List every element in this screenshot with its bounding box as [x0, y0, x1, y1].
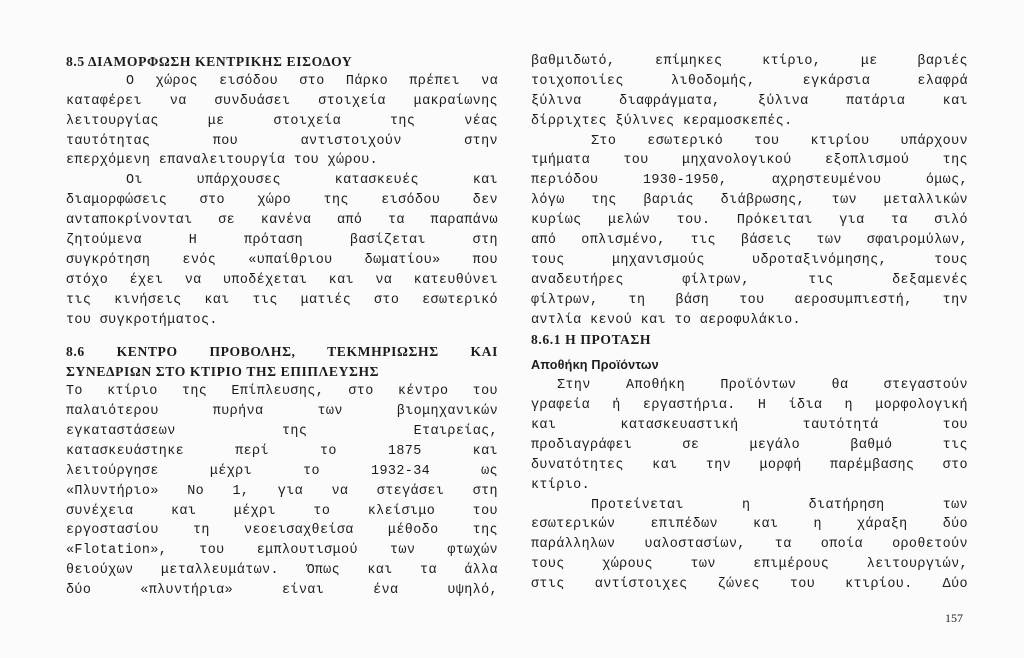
text-line: λειτούργησε μέχρι το 1932-34 ως [66, 463, 498, 479]
text-line: προδιαγράφει σε μεγάλο βαθμό τις [531, 437, 968, 453]
section-8-6-1-heading: 8.6.1 Η ΠΡΟΤΑΣΗ [531, 332, 652, 348]
text-line: περιόδου 1930-1950, αχρηστευμένου όμως, [531, 173, 968, 189]
text-line: τμήματα του μηχανολογικού εξοπλισμού της [531, 153, 968, 169]
text-line: τους μηχανισμούς υδροταξινόμησης, τους [531, 252, 968, 268]
text-line: «Flotation», του εμπλουτισμού των φτωχών [66, 543, 498, 559]
text-line: τις κινήσεις και τις ματιές στο εσωτερικό [66, 292, 498, 308]
text-line: κυρίως μελών του. Πρόκειται για τα σιλό [531, 213, 968, 229]
text-line: στις αντίστοιχες ζώνες του κτιρίου. Δύο [531, 577, 968, 593]
text-line: και κατασκευαστική ταυτότητά του [531, 418, 968, 434]
section-gap [66, 330, 498, 342]
section-8-6-1-paragraph-1 [531, 376, 968, 495]
text-line: του συγκροτήματος. [66, 312, 218, 328]
text-line: από οπλισμένο, τις βάσεις των σφαιρομύλων, [531, 233, 968, 249]
text-line: φίλτρων, τη βάση του αεροσυμπιεστή, την [531, 292, 968, 308]
text-line: καταφέρει να συνδυάσει στοιχεία μακραίωνης [66, 93, 498, 109]
text-line: τους χώρους των επιμέρους λειτουργιών, [531, 557, 968, 573]
text-line: εργοστασίου τη νεοεισαχθείσα μέθοδο της [66, 523, 498, 539]
text-line: δυνατότητες και την μορφή παρέμβασης στο [531, 457, 968, 473]
text-line: παλαιότερου πυρήνα των βιομηχανικών [66, 404, 498, 420]
text-line: αναδευτήρες φίλτρων, τις δεξαμενές [531, 272, 968, 288]
text-line: επερχόμενη επαναλειτουργία του χώρου. [66, 153, 379, 169]
right-column [531, 52, 968, 595]
text-line: Στην Αποθήκη Προϊόντων θα στεγαστούν [557, 378, 968, 394]
text-line: ταυτότητας που αντιστοιχούν στην [66, 133, 498, 149]
text-line: Οι υπάρχουσες κατασκευές και [126, 173, 498, 189]
text-line: ξύλινα διαφράγματα, ξύλινα πατάρια και [531, 93, 968, 109]
page-number: 157 [945, 611, 963, 625]
section-8-6-heading-line-2: ΣΥΝΕΔΡΙΩΝ ΣΤΟ ΚΤΙΡΙΟ ΤΗΣ ΕΠΙΠΛΕΥΣΗΣ [66, 364, 380, 380]
right-paragraph-1 [531, 52, 968, 132]
text-line: Το κτίριο της Επίπλευσης, στο κέντρο του [66, 384, 498, 400]
text-line: κτίριο. [531, 477, 591, 493]
text-line: εγκαταστάσεων της Εταιρείας, [66, 424, 498, 440]
right-paragraph-2 [531, 132, 968, 331]
text-line: λόγω της βαριάς διάβρωσης, των μεταλλικών [531, 193, 968, 209]
section-8-5-paragraph-1 [66, 72, 498, 171]
subheading-product-warehouse: Αποθήκη Προϊόντων [531, 358, 659, 373]
text-line: δύο «πλυντήρια» είναι ένα υψηλό, [66, 583, 498, 599]
text-line: στόχο έχει να υποδέχεται και να κατευθύνει [66, 272, 498, 288]
text-line: συγκρότηση ενός «υπαίθριου δωματίου» που [66, 252, 498, 268]
section-8-6-paragraph [66, 382, 498, 601]
text-line: θειούχων μεταλλευμάτων. Όπως και τα άλλα [66, 563, 498, 579]
section-8-5-paragraph-2 [66, 171, 498, 330]
text-line: «Πλυντήριο» Νο 1, για να στεγάσει στη [66, 483, 498, 499]
text-line: δίρριχτες ξύλινες κεραμοσκεπές. [531, 113, 793, 129]
text-line: εσωτερικών επιπέδων και η χάραξη δύο [531, 517, 968, 533]
text-line: λειτουργίας με στοιχεία της νέας [66, 113, 498, 129]
section-8-5-heading: 8.5 ΔΙΑΜΟΡΦΩΣΗ ΚΕΝΤΡΙΚΗΣ ΕΙΣΟΔΟΥ [66, 54, 353, 69]
text-line: τοιχοποιίες λιθοδομής, εγκάρσια ελαφρά [531, 73, 968, 89]
text-line: κατασκευάστηκε περί το 1875 και [66, 443, 498, 459]
text-line: συνέχεια και μέχρι το κλείσιμο του [66, 503, 498, 519]
text-line: διαμορφώσεις στο χώρο της εισόδου δεν [66, 193, 498, 209]
section-8-6-1-paragraph-2 [531, 496, 968, 595]
text-line: ανταποκρίνονται σε κανένα από τα παραπάνω [66, 213, 498, 229]
text-line: βαθμιδωτό, επίμηκες κτίριο, με βαριές [531, 54, 968, 69]
section-8-6-heading-line-1: 8.6 ΚΕΝΤΡΟ ΠΡΟΒΟΛΗΣ, ΤΕΚΜΗΡΙΩΣΗΣ ΚΑΙ [66, 344, 498, 360]
text-line: παράλληλων υαλοστασίων, τα οποία οροθετούν [531, 537, 968, 553]
left-column [66, 52, 498, 601]
text-line: γραφεία ή εργαστήρια. Η ίδια η μορφολογική [531, 398, 968, 414]
text-line: Προτείνεται η διατήρηση των [591, 497, 968, 513]
text-line: Ο χώρος εισόδου στο Πάρκο πρέπει να [126, 73, 498, 89]
text-line: ζητούμενα Η πρόταση βασίζεται στη [66, 233, 498, 249]
text-line: Στο εσωτερικό του κτιρίου υπάρχουν [591, 133, 968, 149]
text-line: αντλία κενού και το αεροφυλάκιο. [531, 312, 801, 328]
